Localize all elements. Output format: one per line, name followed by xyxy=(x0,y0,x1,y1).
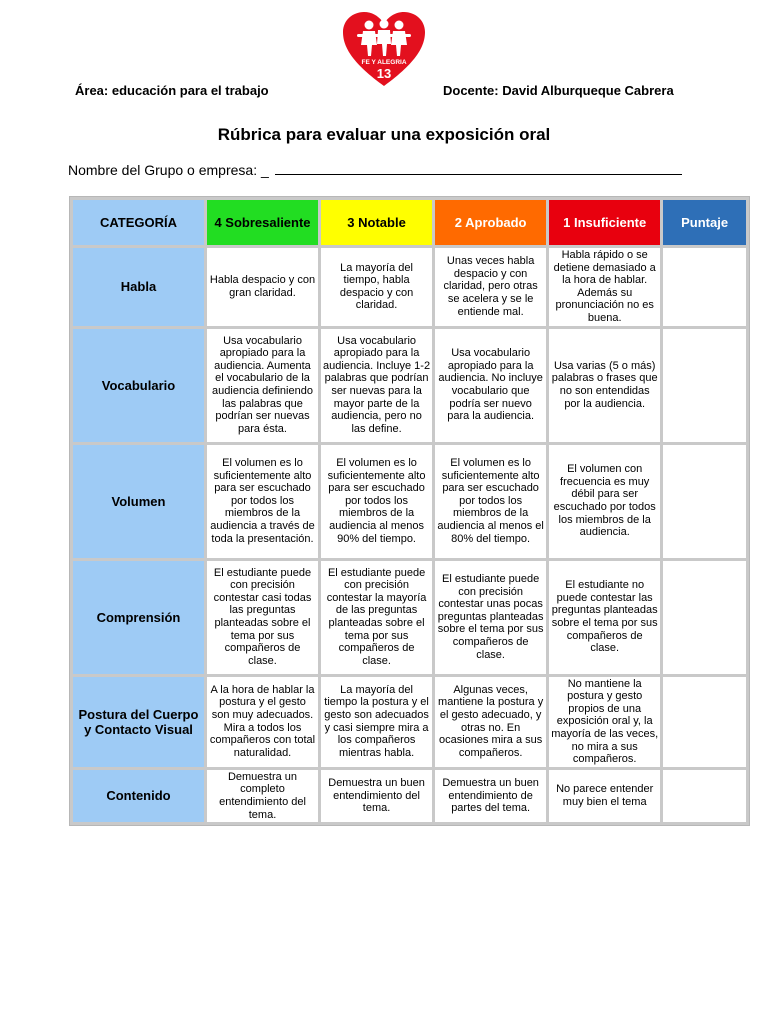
score-cell[interactable] xyxy=(663,677,746,767)
level-1-cell: El volumen con frecuencia es muy débil para ser escuchado por todos los miembros de la audiencia. xyxy=(549,445,660,558)
level-1-cell: El estudiante no puede contestar las preguntas planteadas sobre el tema por sus compañeros de clase. xyxy=(549,561,660,674)
header-puntaje: Puntaje xyxy=(663,200,746,245)
level-4-cell: Habla despacio y con gran claridad. xyxy=(207,248,318,326)
logo-text: FE Y ALEGRIA xyxy=(361,59,407,66)
level-3-cell: La mayoría del tiempo, habla despacio y con claridad. xyxy=(321,248,432,326)
level-2-cell: Unas veces habla despacio y con claridad, pero otras se acelera y se le entiende mal. xyxy=(435,248,546,326)
level-1-cell: No parece entender muy bien el tema xyxy=(549,770,660,822)
table-row xyxy=(73,561,746,674)
header-insuficiente: 1 Insuficiente xyxy=(549,200,660,245)
category-cell: Comprensión xyxy=(73,561,204,674)
header-aprobado: 2 Aprobado xyxy=(435,200,546,245)
header-notable: 3 Notable xyxy=(321,200,432,245)
level-1-cell: Usa varias (5 o más) palabras o frases que no son entendidas por la audiencia. xyxy=(549,329,660,442)
table-row xyxy=(73,445,746,558)
score-cell[interactable] xyxy=(663,770,746,822)
table-row xyxy=(73,770,746,822)
level-3-cell: Demuestra un buen entendimiento del tema. xyxy=(321,770,432,822)
category-cell: Volumen xyxy=(73,445,204,558)
score-cell[interactable] xyxy=(663,329,746,442)
logo-number: 13 xyxy=(376,66,392,81)
docente-label: Docente: David Alburqueque Cabrera xyxy=(443,83,674,98)
level-1-cell: No mantiene la postura y gesto propios de una exposición oral y, la mayoría de las veces, no mira a sus compañeros. xyxy=(549,677,660,767)
area-label: Área: educación para el trabajo xyxy=(75,83,269,98)
header-sobresaliente: 4 Sobresaliente xyxy=(207,200,318,245)
rubric-header-row xyxy=(73,200,746,245)
level-2-cell: Demuestra un buen entendimiento de partes del tema. xyxy=(435,770,546,822)
group-name-field[interactable] xyxy=(68,162,682,178)
table-row xyxy=(73,329,746,442)
level-3-cell: Usa vocabulario apropiado para la audiencia. Incluye 1-2 palabras que podrían ser nuevas para la mayor parte de la audiencia, pero no las define. xyxy=(321,329,432,442)
level-3-cell: El estudiante puede con precisión contestar la mayoría de las preguntas planteadas sobre el tema por sus compañeros de clase. xyxy=(321,561,432,674)
level-4-cell: A la hora de hablar la postura y el gesto son muy adecuados. Mira a todos los compañeros con total naturalidad. xyxy=(207,677,318,767)
document-title: Rúbrica para evaluar una exposición oral xyxy=(217,125,551,144)
level-2-cell: Algunas veces, mantiene la postura y el gesto adecuado, y otras no. En ocasiones mira a sus compañeros. xyxy=(435,677,546,767)
table-row xyxy=(73,677,746,767)
level-3-cell: El volumen es lo suficientemente alto para ser escuchado por todos los miembros de la audiencia al menos 90% del tiempo. xyxy=(321,445,432,558)
level-2-cell: El volumen es lo suficientemente alto para ser escuchado por todos los miembros de la audiencia al menos el 80% del tiempo. xyxy=(435,445,546,558)
rubric-table xyxy=(69,196,750,826)
category-cell: Postura del Cuerpo y Contacto Visual xyxy=(73,677,204,767)
level-2-cell: El estudiante puede con precisión contestar unas pocas preguntas planteadas sobre el tema por sus compañeros de clase. xyxy=(435,561,546,674)
score-cell[interactable] xyxy=(663,248,746,326)
score-cell[interactable] xyxy=(663,445,746,558)
category-cell: Vocabulario xyxy=(73,329,204,442)
level-4-cell: El volumen es lo suficientemente alto para ser escuchado por todos los miembros de la audiencia a través de toda la presentación. xyxy=(207,445,318,558)
header-categoria: CATEGORÍA xyxy=(73,200,204,245)
category-cell: Contenido xyxy=(73,770,204,822)
category-cell: Habla xyxy=(73,248,204,326)
score-cell[interactable] xyxy=(663,561,746,674)
group-name-label: Nombre del Grupo o empresa: _ xyxy=(68,162,269,178)
group-name-blank-line[interactable] xyxy=(275,164,682,175)
level-3-cell: La mayoría del tiempo la postura y el gesto son adecuados y casi siempre mira a los compañeros mientras habla. xyxy=(321,677,432,767)
level-4-cell: El estudiante puede con precisión contestar casi todas las preguntas planteadas sobre el tema por sus compañeros de clase. xyxy=(207,561,318,674)
level-2-cell: Usa vocabulario apropiado para la audiencia. No incluye vocabulario que podría ser nuevo para la audiencia. xyxy=(435,329,546,442)
level-1-cell: Habla rápido o se detiene demasiado a la hora de hablar. Además su pronunciación no es buena. xyxy=(549,248,660,326)
level-4-cell: Demuestra un completo entendimiento del tema. xyxy=(207,770,318,822)
level-4-cell: Usa vocabulario apropiado para la audiencia. Aumenta el vocabulario de la audiencia definiendo las palabras que podrían ser nuevas para ésta. xyxy=(207,329,318,442)
fe-y-alegria-logo xyxy=(343,12,425,88)
table-row xyxy=(73,248,746,326)
